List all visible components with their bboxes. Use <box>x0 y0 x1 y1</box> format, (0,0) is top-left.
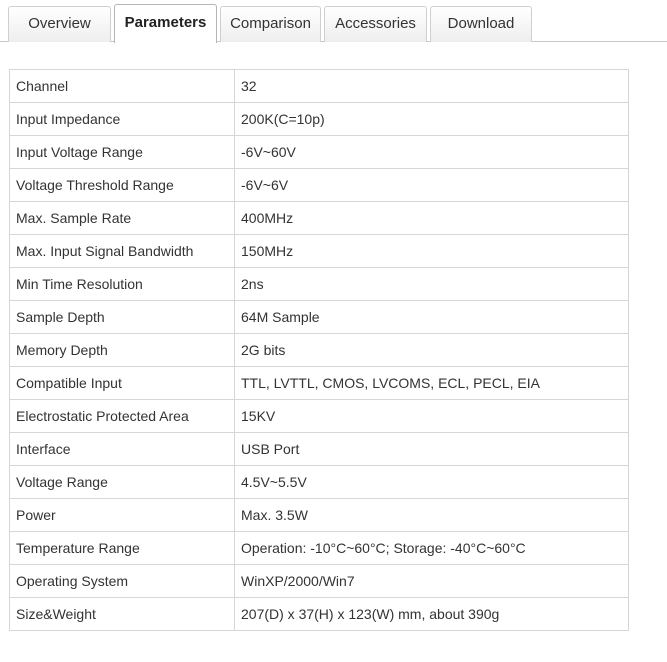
param-value: 2G bits <box>235 334 629 367</box>
param-name: Min Time Resolution <box>10 268 235 301</box>
param-name: Power <box>10 499 235 532</box>
param-name: Memory Depth <box>10 334 235 367</box>
table-row <box>10 169 629 202</box>
param-value: USB Port <box>235 433 629 466</box>
tab-parameters[interactable]: Parameters <box>114 4 217 43</box>
param-value: 207(D) x 37(H) x 123(W) mm, about 390g <box>235 598 629 631</box>
param-name: Voltage Threshold Range <box>10 169 235 202</box>
param-name: Interface <box>10 433 235 466</box>
param-value: WinXP/2000/Win7 <box>235 565 629 598</box>
table-row <box>10 499 629 532</box>
param-name: Size&Weight <box>10 598 235 631</box>
table-row <box>10 598 629 631</box>
param-value: 2ns <box>235 268 629 301</box>
table-row <box>10 202 629 235</box>
param-value: Operation: -10°C~60°C; Storage: -40°C~60°C <box>235 532 629 565</box>
param-name: Max. Sample Rate <box>10 202 235 235</box>
table-row <box>10 301 629 334</box>
param-name: Electrostatic Protected Area <box>10 400 235 433</box>
table-row <box>10 136 629 169</box>
table-row <box>10 466 629 499</box>
param-name: Channel <box>10 70 235 103</box>
tab-bar <box>0 0 667 42</box>
param-name: Operating System <box>10 565 235 598</box>
param-value: TTL, LVTTL, CMOS, LVCOMS, ECL, PECL, EIA <box>235 367 629 400</box>
tab-download[interactable]: Download <box>430 6 532 42</box>
param-name: Compatible Input <box>10 367 235 400</box>
param-value: -6V~6V <box>235 169 629 202</box>
param-name: Temperature Range <box>10 532 235 565</box>
param-name: Voltage Range <box>10 466 235 499</box>
tab-overview[interactable]: Overview <box>8 6 111 42</box>
param-value: 4.5V~5.5V <box>235 466 629 499</box>
table-row <box>10 334 629 367</box>
tab-accessories[interactable]: Accessories <box>324 6 427 42</box>
param-name: Input Impedance <box>10 103 235 136</box>
tab-comparison[interactable]: Comparison <box>220 6 321 42</box>
param-value: 200K(C=10p) <box>235 103 629 136</box>
param-name: Max. Input Signal Bandwidth <box>10 235 235 268</box>
param-name: Sample Depth <box>10 301 235 334</box>
param-value: 15KV <box>235 400 629 433</box>
param-value: -6V~60V <box>235 136 629 169</box>
param-name: Input Voltage Range <box>10 136 235 169</box>
table-row <box>10 235 629 268</box>
table-row <box>10 433 629 466</box>
table-row <box>10 70 629 103</box>
param-value: 32 <box>235 70 629 103</box>
param-value: 64M Sample <box>235 301 629 334</box>
table-row <box>10 532 629 565</box>
table-row <box>10 367 629 400</box>
table-row <box>10 565 629 598</box>
table-row <box>10 268 629 301</box>
param-value: 400MHz <box>235 202 629 235</box>
param-value: Max. 3.5W <box>235 499 629 532</box>
param-value: 150MHz <box>235 235 629 268</box>
table-row <box>10 103 629 136</box>
parameters-table <box>9 69 629 631</box>
table-row <box>10 400 629 433</box>
